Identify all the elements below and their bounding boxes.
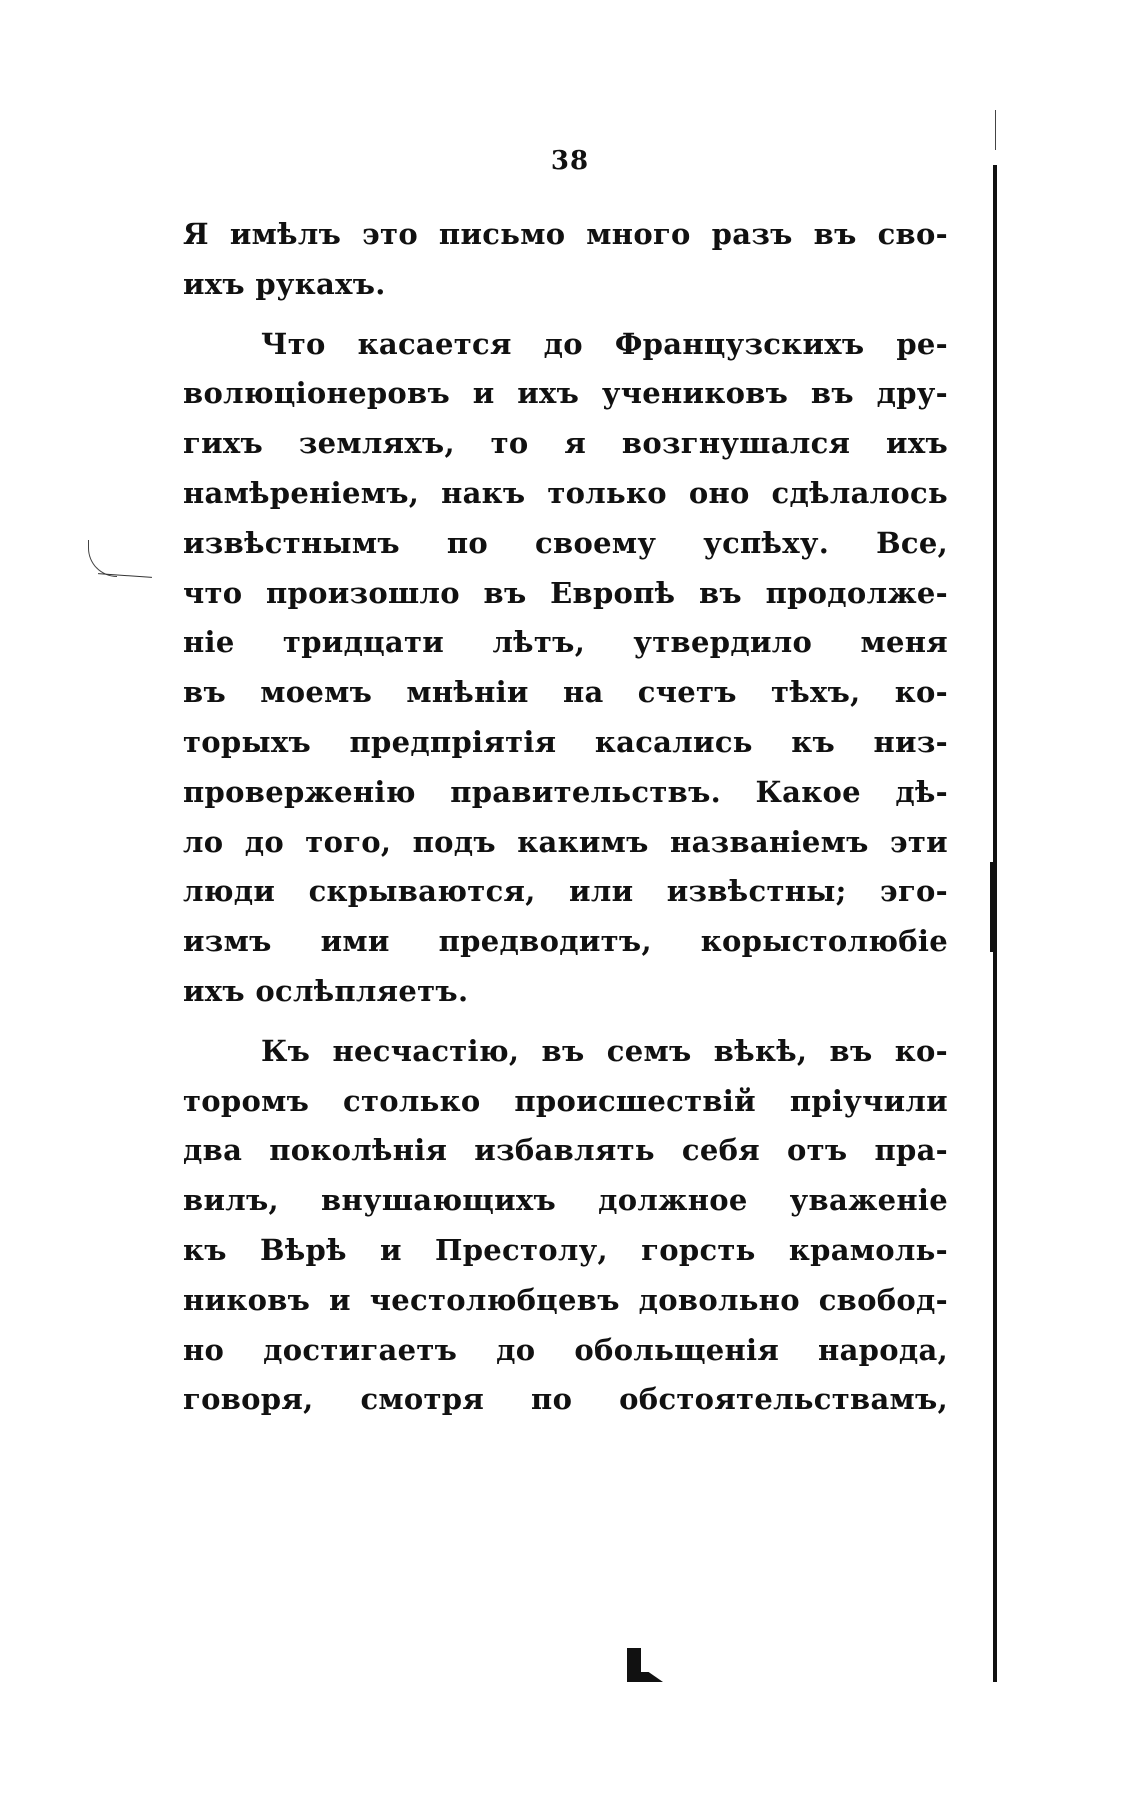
text-line: вилъ, внушающихъ должное уваженіе (183, 1183, 948, 1218)
margin-ink-mark (88, 540, 117, 577)
text-line: извѣстнымъ по своему успѣху. Все, (183, 525, 948, 560)
text-line: проверженію правительствъ. Какое дѣ- (183, 774, 948, 809)
text-line: гихъ земляхъ, то я возгнушался ихъ (183, 426, 948, 461)
text-line: къ Вѣрѣ и Престолу, горсть крамоль- (183, 1232, 948, 1267)
text-line: измъ ими предводитъ, корыстолюбіе (183, 924, 948, 959)
text-line: что произошло въ Европѣ въ продолже- (183, 575, 948, 610)
text-line: торыхъ предпріятія касались къ низ- (183, 724, 948, 759)
page-edge-mark (995, 110, 996, 150)
text-line: торомъ столько происшествій пріучили (183, 1083, 948, 1118)
text-line: Я имѣлъ это письмо много разъ въ сво- (183, 217, 948, 251)
text-line: въ моемъ мнѣніи на счетъ тѣхъ, ко- (183, 675, 948, 710)
text-line: два поколѣнія избавлять себя отъ пра- (183, 1133, 948, 1168)
text-line: волюціонеровъ и ихъ учениковъ въ дру- (183, 376, 948, 411)
margin-ink-stroke (98, 573, 152, 578)
text-line: но достигаетъ до обольщенія народа, (183, 1332, 948, 1367)
text-line: говоря, смотря по обстоятельствамъ, (183, 1382, 948, 1417)
text-line: ніе тридцати лѣтъ, утвердило меня (183, 625, 948, 660)
text-line: ихъ ослѣпляетъ. (183, 973, 469, 1008)
text-line: Что касается до Французскихъ ре- (261, 326, 948, 361)
text-line: ихъ рукахъ. (183, 266, 386, 301)
paragraph-gap (183, 1017, 948, 1027)
text-line: никовъ и честолюбцевъ довольно свобод- (183, 1282, 948, 1317)
text-line: люди скрываются, или извѣстны; эго- (183, 874, 948, 909)
page-number: 38 (550, 146, 590, 176)
text-line: ло до того, подъ какимъ названіемъ эти (183, 824, 948, 859)
body-text (183, 210, 948, 1425)
text-line: намѣреніемъ, накъ только оно сдѣлалось (183, 475, 948, 510)
bottom-ink-mark-foot (627, 1672, 663, 1682)
text-line: Къ несчастію, въ семъ вѣкѣ, въ ко- (261, 1033, 948, 1068)
right-border-notch (990, 862, 997, 952)
paragraph-gap (183, 310, 948, 320)
